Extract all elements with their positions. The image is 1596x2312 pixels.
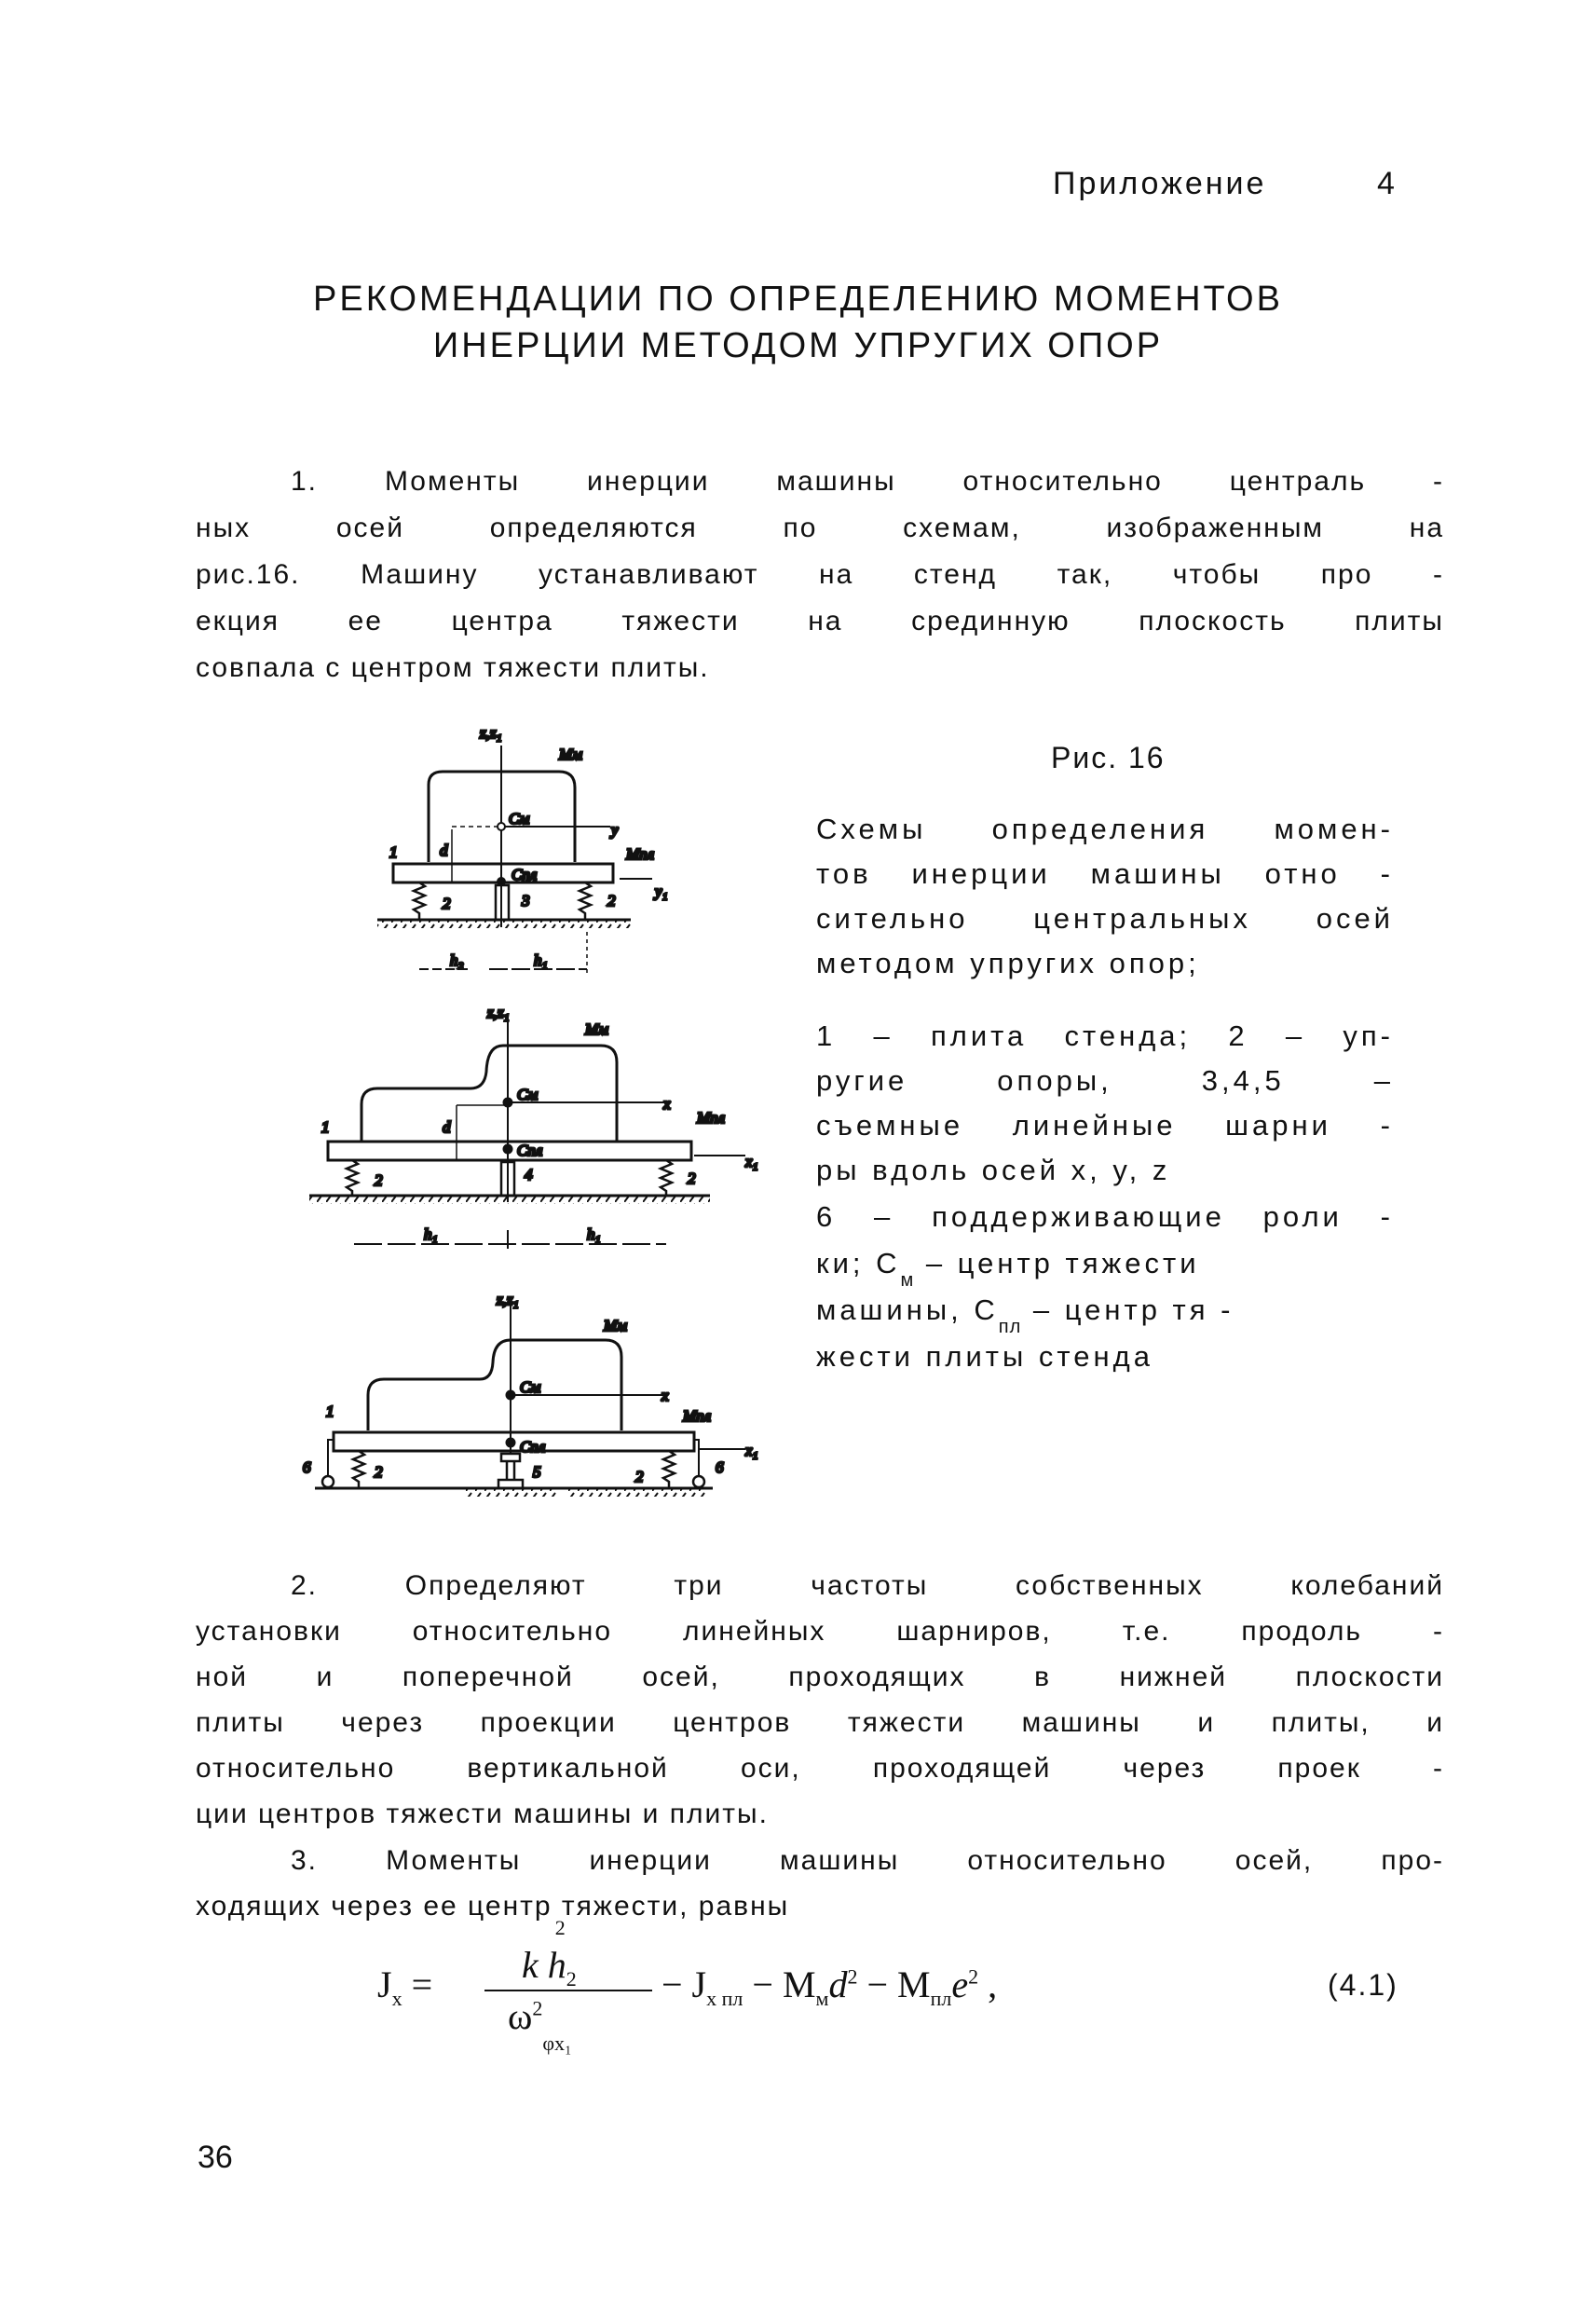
subscript: пл bbox=[930, 1987, 952, 2010]
diagram-1 bbox=[377, 724, 667, 974]
text-line: 1. Моменты инерции машины относительно централь - bbox=[291, 466, 1444, 497]
text-line: относительно вертикальной оси, проходящей через проек - bbox=[196, 1753, 1444, 1784]
caption-line: сительно центральных осей bbox=[816, 902, 1394, 935]
subscript: x пл bbox=[706, 1987, 743, 2010]
symbol: d bbox=[828, 1963, 848, 2005]
subscript: φx₁ bbox=[542, 2032, 572, 2055]
spring bbox=[663, 1451, 675, 1488]
fraction-bar bbox=[484, 1990, 652, 1991]
label-z: z,z₁ bbox=[487, 1004, 510, 1021]
legend-subscript: м bbox=[900, 1270, 915, 1291]
label-2: 2 bbox=[375, 1463, 383, 1481]
label-y: y bbox=[611, 821, 619, 839]
text-line: плиты через проекции центров тяжести машины и плиты, и bbox=[196, 1707, 1444, 1738]
label-1: 1 bbox=[389, 843, 398, 861]
text-line: ции центров тяжести машины и плиты. bbox=[196, 1799, 769, 1829]
label-mpl: Mпл bbox=[697, 1109, 726, 1127]
page-number: 36 bbox=[198, 2140, 233, 2175]
symbol: ω bbox=[508, 1995, 533, 2037]
label-h2: h₂ bbox=[450, 951, 464, 969]
formula-terms bbox=[662, 1963, 997, 2011]
text-line: совпала с центром тяжести плиты. bbox=[196, 652, 710, 683]
label-h1: h₁ bbox=[424, 1225, 438, 1243]
legend-line: жести плиты стенда bbox=[816, 1340, 1153, 1373]
term: − J bbox=[662, 1963, 707, 2005]
label-mm: Mм bbox=[585, 1020, 609, 1038]
subscript: 2 bbox=[566, 1967, 577, 1991]
superscript: 2 bbox=[554, 1916, 566, 1939]
label-z: z,z₁ bbox=[497, 1291, 519, 1308]
label-6: 6 bbox=[303, 1458, 311, 1476]
label-1: 1 bbox=[321, 1118, 330, 1136]
label-4: 4 bbox=[525, 1166, 533, 1183]
spring bbox=[353, 1451, 364, 1488]
symbol: e bbox=[951, 1963, 969, 2005]
appendix-label: Приложение bbox=[1053, 166, 1267, 201]
caption-line: методом упругих опор; bbox=[816, 947, 1200, 979]
legend-line: ры вдоль осей x, y, z bbox=[816, 1154, 1171, 1186]
machine-body bbox=[368, 1340, 621, 1430]
subscript: м bbox=[815, 1987, 829, 2010]
label-2: 2 bbox=[443, 895, 451, 912]
caption-line: тов инерции машины отно - bbox=[816, 857, 1394, 890]
label-mpl: Mпл bbox=[626, 845, 655, 863]
label-x1: x₁ bbox=[745, 1153, 758, 1170]
label-2: 2 bbox=[688, 1170, 696, 1187]
formula-number: (4.1) bbox=[1328, 1968, 1398, 2002]
hinge-5 bbox=[498, 1454, 523, 1488]
label-6: 6 bbox=[716, 1458, 724, 1476]
label-mm: Mм bbox=[559, 746, 583, 763]
symbol: k h bbox=[522, 1944, 566, 1986]
label-mm: Mм bbox=[604, 1317, 628, 1334]
label-h1: h₁ bbox=[587, 1225, 601, 1243]
superscript: 2 bbox=[532, 1996, 543, 2020]
label-2: 2 bbox=[607, 892, 616, 910]
label-5: 5 bbox=[533, 1463, 541, 1481]
term: − M bbox=[752, 1963, 816, 2005]
legend-line bbox=[816, 1247, 1394, 1291]
text-line: установки относительно линейных шарниров, т.е. продоль - bbox=[196, 1616, 1444, 1647]
label-d: d bbox=[443, 1118, 451, 1136]
label-y1: y₁ bbox=[655, 882, 668, 900]
label-x1: x₁ bbox=[745, 1442, 758, 1459]
text-line: ных осей определяются по схемам, изображенным на bbox=[196, 513, 1444, 543]
figure-number: Рис. 16 bbox=[1051, 741, 1166, 774]
legend-line: съемные линейные шарни - bbox=[816, 1109, 1394, 1142]
diagram-3 bbox=[303, 1291, 757, 1497]
term: − M bbox=[866, 1963, 931, 2005]
text-line: ходящих через ее центр тяжести, равны bbox=[196, 1891, 790, 1922]
equals: = bbox=[411, 1963, 433, 2005]
label-cm: Cм bbox=[509, 810, 530, 828]
text-line: екция ее центра тяжести на срединную плоскость плиты bbox=[196, 606, 1444, 636]
legend-line: 6 – поддерживающие роли - bbox=[816, 1200, 1394, 1233]
spring bbox=[414, 882, 425, 920]
comma: , bbox=[988, 1963, 998, 2005]
legend-text: ки; C bbox=[816, 1247, 901, 1279]
spring bbox=[661, 1160, 672, 1196]
legend-text: – центр тя - bbox=[1021, 1293, 1235, 1326]
label-1: 1 bbox=[326, 1402, 334, 1420]
legend-line bbox=[816, 1293, 1394, 1337]
superscript: 2 bbox=[968, 1964, 979, 1989]
text-line: 2. Определяют три частоты собственных колебаний bbox=[291, 1570, 1444, 1601]
spring bbox=[347, 1160, 358, 1196]
label-cpl: Cпл bbox=[517, 1142, 543, 1159]
label-cm: Cм bbox=[520, 1378, 541, 1396]
page-title-line-1: РЕКОМЕНДАЦИИ ПО ОПРЕДЕЛЕНИЮ МОМЕНТОВ bbox=[313, 280, 1283, 319]
subscript: x bbox=[391, 1987, 402, 2010]
text-line: рис.16. Машину устанавливают на стенд так, чтобы про - bbox=[196, 559, 1444, 590]
label-cpl: Cпл bbox=[520, 1438, 546, 1456]
caption-line: Схемы определения момен- bbox=[816, 813, 1394, 845]
label-2: 2 bbox=[635, 1468, 644, 1485]
symbol: J bbox=[377, 1963, 392, 2005]
label-h1: h₁ bbox=[534, 951, 548, 969]
spring bbox=[580, 882, 591, 920]
diagram-2 bbox=[309, 1004, 757, 1249]
legend-line: 1 – плита стенда; 2 – уп- bbox=[816, 1019, 1394, 1052]
label-x: x bbox=[662, 1387, 669, 1404]
label-cm: Cм bbox=[517, 1086, 539, 1103]
label-mpl: Mпл bbox=[683, 1407, 712, 1425]
appendix-number: 4 bbox=[1377, 166, 1398, 201]
label-2: 2 bbox=[375, 1171, 383, 1189]
machine-body bbox=[361, 1046, 617, 1141]
text-line: 3. Моменты инерции машины относительно осей, про- bbox=[291, 1845, 1444, 1876]
text-line: ной и поперечной осей, проходящих в нижней плоскости bbox=[196, 1662, 1444, 1692]
page-title-line-2: ИНЕРЦИИ МЕТОДОМ УПРУГИХ ОПОР bbox=[432, 326, 1164, 365]
formula-lhs bbox=[377, 1963, 432, 2011]
legend-subscript: пл bbox=[998, 1317, 1022, 1337]
label-cpl: Cпл bbox=[512, 866, 538, 883]
fraction-numerator bbox=[522, 1916, 577, 1991]
superscript: 2 bbox=[847, 1964, 858, 1989]
legend-text: – центр тяжести bbox=[914, 1247, 1200, 1279]
label-x: x bbox=[663, 1095, 671, 1113]
legend-line: ругие опоры, 3,4,5 – bbox=[816, 1064, 1394, 1097]
legend-text: машины, C bbox=[816, 1293, 999, 1326]
label-3: 3 bbox=[522, 892, 530, 910]
label-d: d bbox=[440, 841, 448, 859]
label-z: z,z₁ bbox=[480, 724, 502, 742]
